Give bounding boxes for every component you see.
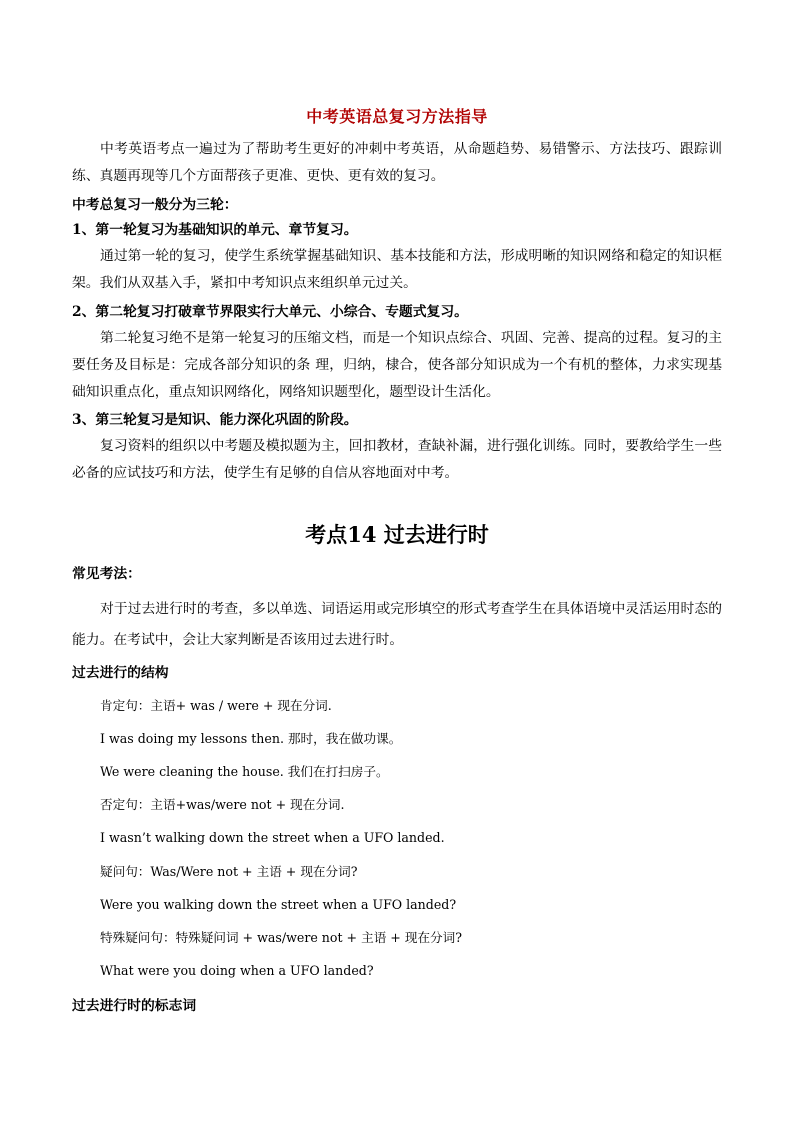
round2-body: 第二轮复习绝不是第一轮复习的压缩文档，而是一个知识点综合、巩固、完善、提高的过程。复习的主要任务及目标是：完成各部分知识的条 理，归纳，棣合，使各部分知识成为一个有机的整体，力求实现基础知识重点化，重点知识网络化，网络知识题型化，题型设计生活化。 (72, 330, 722, 400)
structure-line: Were you walking down the street when a UFO landed? (100, 897, 457, 912)
section-title: 考点14 过去进行时 (305, 522, 489, 547)
structure-line: 疑问句：Was/Were not + 主语 + 现在分词? (100, 864, 358, 879)
structure-line: What were you doing when a UFO landed? (100, 963, 374, 978)
common-body: 对于过去进行时的考查，多以单选、词语运用或完形填空的形式考查学生在具体语境中灵活运用时态的能力。在考试中，会让大家判断是否该用过去进行时。 (72, 601, 722, 648)
signal-heading: 过去进行时的标志词 (72, 998, 197, 1014)
structure-line: 否定句：主语+was/were not + 现在分词. (100, 797, 345, 812)
intro-paragraph: 中考英语考点一遍过为了帮助考生更好的冲刺中考英语，从命题趋势、易错警示、方法技巧、跟踪训练、真题再现等几个方面帮孩子更准、更快、更有效的复习。 (72, 141, 722, 184)
round3-body: 复习资料的组织以中考题及模拟题为主，回扣教材，查缺补漏，进行强化训练。同时，要教给学生一些必备的应试技巧和方法，使学生有足够的自信从容地面对中考。 (72, 438, 722, 481)
rounds-heading: 中考总复习一般分为三轮： (72, 197, 238, 213)
structure-line: 特殊疑问句：特殊疑问词 + was/were not + 主语 + 现在分词? (100, 930, 462, 945)
round1-heading: 1、第一轮复习为基础知识的单元、章节复习。 (72, 222, 358, 238)
round1-body: 通过第一轮的复习，使学生系统掌握基础知识、基本技能和方法，形成明晰的知识网络和稳定的知识框架。我们从双基入手，紧扣中考知识点来组织单元过关。 (72, 248, 722, 291)
round3-heading: 3、第三轮复习是知识、能力深化巩固的阶段。 (72, 412, 358, 428)
round2-heading: 2、第二轮复习打破章节界限实行大单元、小综合、专题式复习。 (72, 304, 468, 320)
structure-line: 肯定句：主语+ was / were + 现在分词. (100, 698, 332, 713)
common-heading: 常见考法： (72, 566, 141, 582)
structure-heading: 过去进行的结构 (72, 665, 169, 681)
structure-line: We were cleaning the house. 我们在打扫房子。 (100, 764, 389, 779)
structure-line: I wasn’t walking down the street when a UFO landed. (100, 830, 445, 845)
structure-line: I was doing my lessons then. 那时，我在做功课。 (100, 731, 402, 746)
main-title: 中考英语总复习方法指导 (306, 107, 488, 126)
